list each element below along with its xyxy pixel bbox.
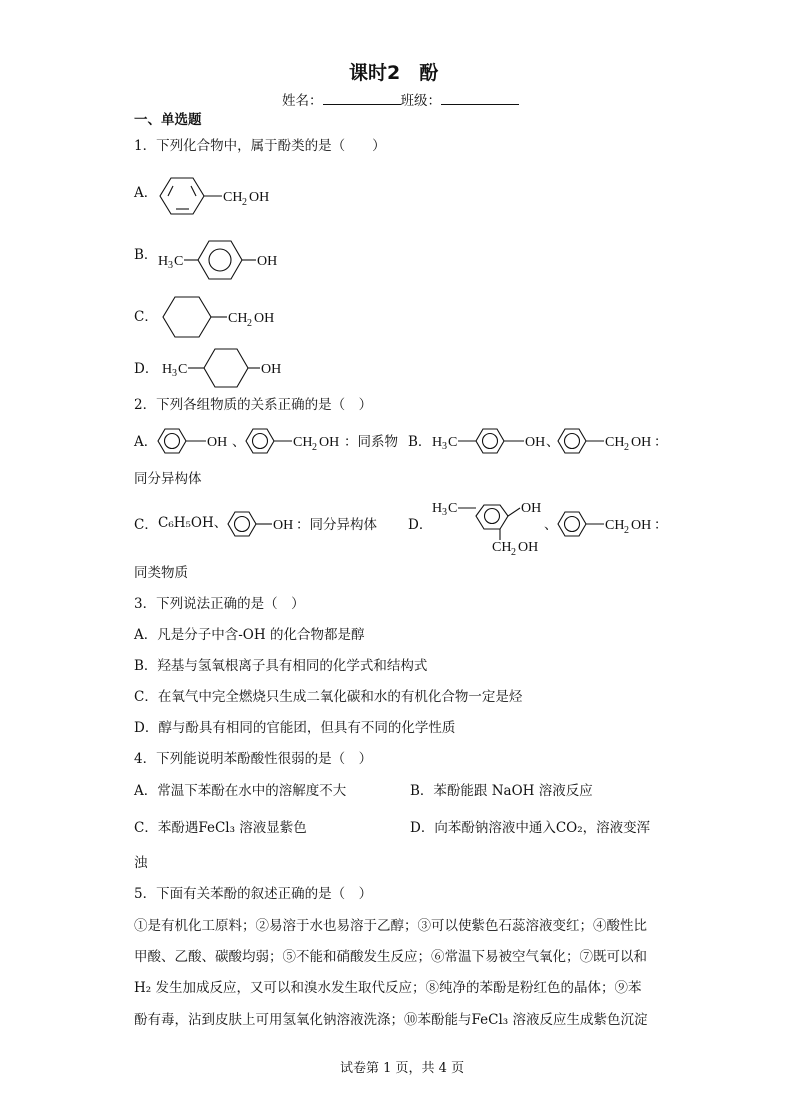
svg-text:OH: OH <box>273 518 294 533</box>
svg-text:OH: OH <box>257 254 278 269</box>
q2-c-formula: C₆H₅OH、 <box>158 515 228 531</box>
svg-text:H: H <box>158 254 169 269</box>
svg-text:3: 3 <box>442 507 447 518</box>
svg-text:OH: OH <box>254 311 275 326</box>
q3-stem: 3．下列说法正确的是（ ） <box>134 596 305 612</box>
q2-option-b-label: B． <box>408 434 432 450</box>
q2-b-relation: ： <box>654 434 668 450</box>
svg-text:OH: OH <box>518 540 539 555</box>
svg-text:H: H <box>162 362 173 377</box>
svg-text:2: 2 <box>511 547 516 558</box>
benzyl-alcohol-structure <box>160 172 290 222</box>
q4-option-a: A．常温下苯酚在水中的溶解度不大 <box>134 783 347 799</box>
svg-text:3: 3 <box>168 260 173 271</box>
svg-text:C: C <box>448 501 458 516</box>
q5-line: ①是有机化工原料；②易溶于水也易溶于乙醇；③可以使紫色石蕊溶液变红；④酸性比 <box>134 918 647 934</box>
q5-line: 甲酸、乙酸、碳酸均弱；⑤不能和硝酸发生反应；⑥常温下易被空气氧化；⑦既可以和 <box>134 949 647 965</box>
q5-line: 酚有毒，沾到皮肤上可用氢氧化钠溶液洗涤；⑩苯酚能与FeCl₃ 溶液反应生成紫色沉淀 <box>134 1012 648 1028</box>
svg-text:CH: CH <box>293 435 313 450</box>
svg-text:CH: CH <box>223 190 243 205</box>
q4-option-d-cont: 浊 <box>134 855 148 871</box>
q2-option-a-label: A． <box>134 434 158 450</box>
q2-a-separator: 、 <box>232 434 246 450</box>
svg-text:2: 2 <box>624 525 629 536</box>
q2-c-relation: ：同分异构体 <box>296 517 377 533</box>
q2-stem: 2．下列各组物质的关系正确的是（ ） <box>134 397 373 413</box>
svg-text:2: 2 <box>624 442 629 453</box>
q3-option-d: D．醇与酚具有相同的官能团，但具有不同的化学性质 <box>134 720 456 736</box>
q3-option-b: B．羟基与氢氧根离子具有相同的化学式和结构式 <box>134 658 428 674</box>
q1-option-d-label: D． <box>134 361 159 377</box>
q4-option-b: B．苯酚能跟 NaOH 溶液反应 <box>410 783 593 799</box>
q2-d-relation-cont: 同类物质 <box>134 565 188 581</box>
svg-text:OH: OH <box>631 435 652 450</box>
svg-text:OH: OH <box>207 435 228 450</box>
svg-text:3: 3 <box>172 368 177 379</box>
q2-d-separator: 、 <box>544 517 558 533</box>
p-cresol-structure <box>158 238 288 282</box>
svg-text:2: 2 <box>242 197 247 208</box>
q2-a-relation: ：同系物 <box>344 434 398 450</box>
q2-d-relation: ： <box>654 517 668 533</box>
svg-text:CH: CH <box>605 435 625 450</box>
page-title: 课时2 酚 <box>349 62 439 84</box>
svg-text:OH: OH <box>521 501 542 516</box>
svg-text:OH: OH <box>525 435 546 450</box>
q5-line: H₂ 发生加成反应，又可以和溴水发生取代反应；⑧纯净的苯酚是粉红色的晶体；⑨苯 <box>134 980 642 996</box>
page-footer: 试卷第 1 页，共 4 页 <box>340 1061 465 1076</box>
hydroxymethyl-cresol-structure <box>432 494 552 556</box>
svg-text:OH: OH <box>631 518 652 533</box>
name-label: 姓名： <box>282 93 323 109</box>
cyclohexylmethanol-structure <box>163 294 293 340</box>
q1-option-b-label: B． <box>134 247 158 263</box>
svg-text:CH: CH <box>492 540 512 555</box>
q1-option-a-label: A． <box>134 185 158 201</box>
svg-text:H: H <box>432 501 443 516</box>
benzyl-alcohol-structure-d <box>558 509 668 541</box>
q4-option-c: C．苯酚遇FeCl₃ 溶液显紫色 <box>134 820 307 836</box>
svg-text:CH: CH <box>228 311 248 326</box>
svg-text:2: 2 <box>247 318 252 329</box>
q3-option-a: A．凡是分子中含-OH 的化合物都是醇 <box>134 627 365 643</box>
svg-text:OH: OH <box>261 362 282 377</box>
benzyl-alcohol-structure-a <box>246 426 356 458</box>
p-cresol-structure-b <box>432 426 562 458</box>
name-blank[interactable] <box>323 92 401 105</box>
svg-text:C: C <box>178 362 188 377</box>
svg-text:C: C <box>174 254 184 269</box>
q2-b-separator: 、 <box>546 434 560 450</box>
q4-stem: 4．下列能说明苯酚酸性很弱的是（ ） <box>134 751 373 767</box>
svg-text:3: 3 <box>442 441 447 452</box>
svg-text:H: H <box>432 435 443 450</box>
q1-stem: 1．下列化合物中，属于酚类的是（ ） <box>134 138 386 154</box>
class-blank[interactable] <box>441 92 519 105</box>
q5-stem: 5．下面有关苯酚的叙述正确的是（ ） <box>134 886 373 902</box>
svg-text:OH: OH <box>249 190 270 205</box>
methylcyclohexanol-structure <box>162 348 292 394</box>
class-label: 班级： <box>400 93 441 109</box>
svg-text:2: 2 <box>312 442 317 453</box>
q4-option-d: D．向苯酚钠溶液中通入CO₂，溶液变浑 <box>410 820 651 836</box>
q2-option-c-label: C． <box>134 517 158 533</box>
section-heading: 一、单选题 <box>134 112 202 128</box>
svg-text:C: C <box>448 435 458 450</box>
q3-option-c: C．在氧气中完全燃烧只生成二氧化碳和水的有机化合物一定是烃 <box>134 689 523 705</box>
q2-option-d-label: D． <box>408 517 433 533</box>
q1-option-c-label: C． <box>134 309 158 325</box>
name-class-line <box>282 92 519 109</box>
svg-text:OH: OH <box>319 435 340 450</box>
q2-b-relation-cont: 同分异构体 <box>134 471 202 487</box>
benzyl-alcohol-structure-b <box>558 426 668 458</box>
svg-text:CH: CH <box>605 518 625 533</box>
